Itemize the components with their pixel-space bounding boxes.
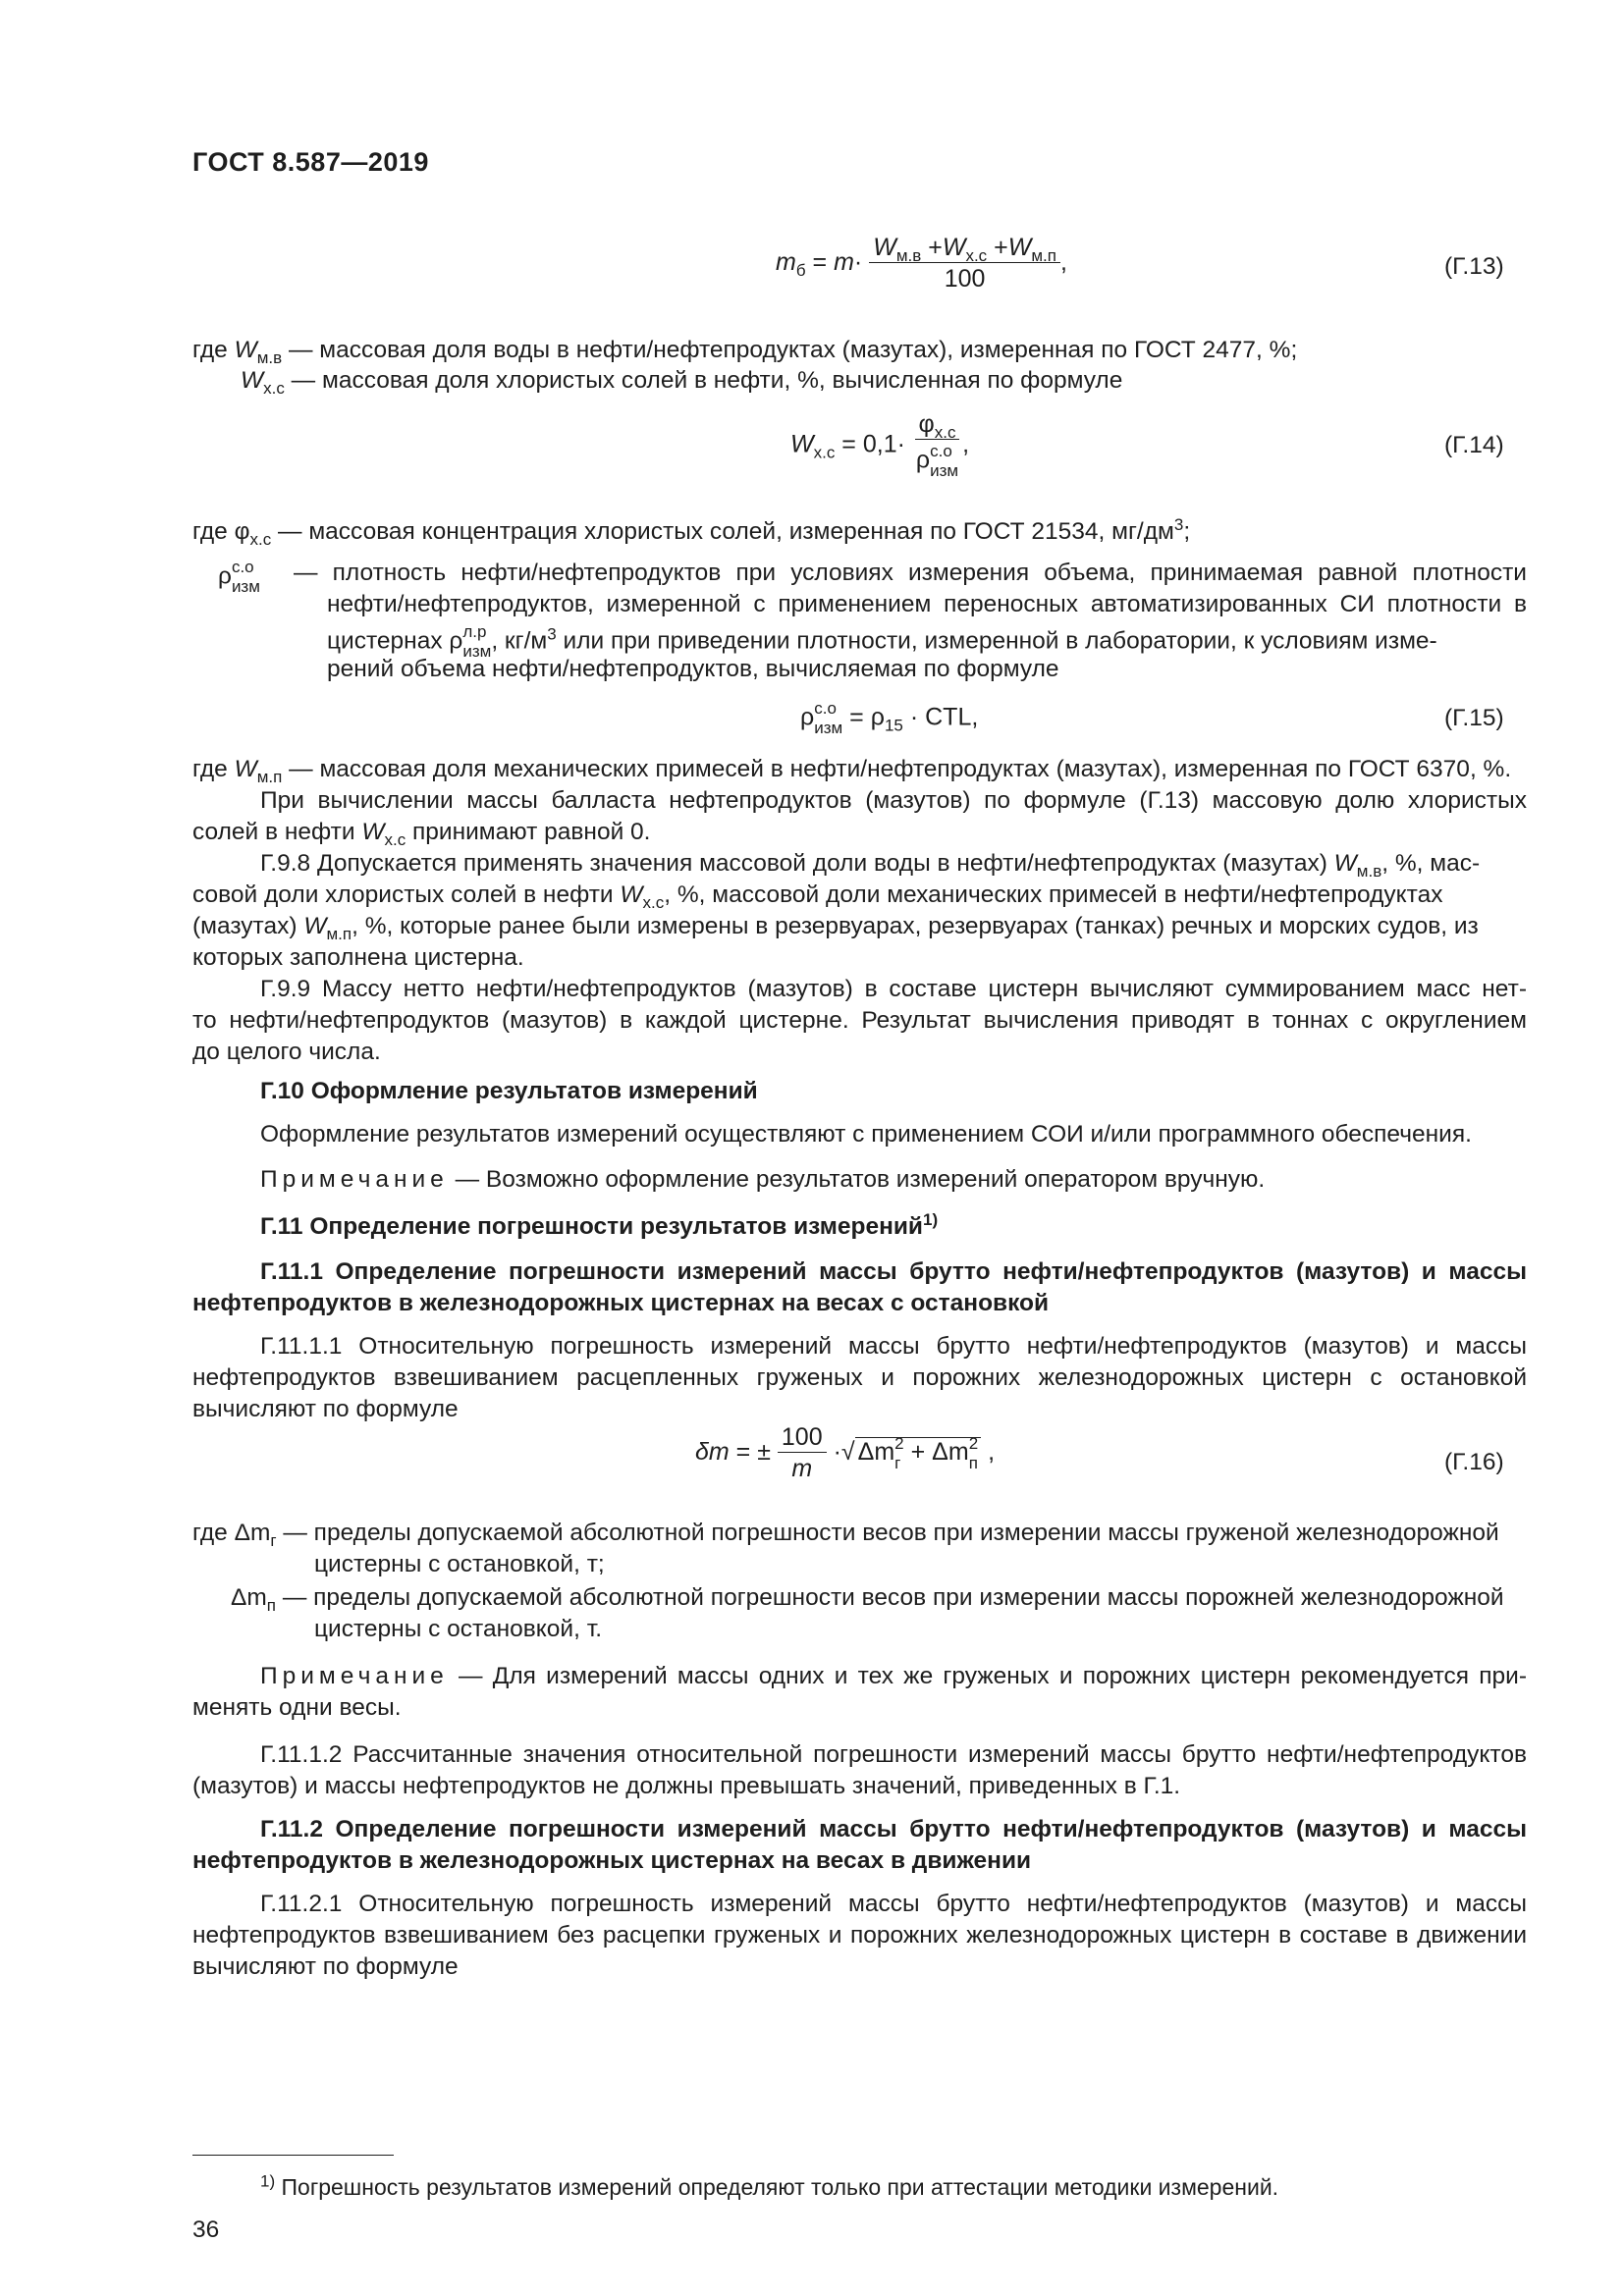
note-g10: Примечание — Возможно оформление результатов измерений оператором вручную. xyxy=(260,1166,1266,1193)
para-g98-line4: которых заполнена цистерна. xyxy=(192,944,524,971)
heading-g10: Г.10 Оформление результатов измерений xyxy=(260,1078,758,1104)
note-g111-line1: Примечание — Для измерений массы одних и тех же груженых и порожних цистерн рекомендуется при- xyxy=(260,1663,1528,1689)
where-dm-g-line2: цистерны с остановкой, т; xyxy=(314,1551,605,1577)
note-g111-line2: менять одни весы. xyxy=(192,1694,402,1721)
heading-g111-line1: Г.11.1 Определение погрешности измерений массы брутто нефти/нефтепродуктов (мазутов) и массы xyxy=(260,1258,1527,1285)
para-ballast-line2: солей в нефти $W_{х.с}$ принимают равной 0. xyxy=(192,819,651,849)
where-rho-co-line3: цистернах ρ л.р изм , $кг/м^3$ или при приведении плотности, измеренной в лаборатории, к условиям изме- xyxy=(327,622,1437,661)
para-g98-line2: совой доли хлористых солей в нефти $W_{х.с}$, %, массовой доли механических примесей в нефти/нефтепродуктах xyxy=(192,881,1443,912)
where-dm-p-line1: $\Delta m_п$ — пределы допускаемой абсолютной погрешности весов при измерении массы порожней железнодорожной xyxy=(231,1584,1504,1615)
para-g10: Оформление результатов измерений осуществляют с применением СОИ и/или программного обеспечения. xyxy=(260,1121,1472,1148)
formula-g13-number: (Г.13) xyxy=(1444,253,1504,280)
where-w-mv: где $W_{м.в}$ — массовая доля воды в нефти/нефтепродуктах (мазутах), измеренная по ГОСТ 2477, %; xyxy=(192,337,1298,367)
heading-g11: Г.11 Определение погрешности результатов измерений$^{1)}$ xyxy=(260,1209,939,1240)
para-g1121-line2: нефтепродуктов взвешиванием без расцепки груженых и порожних железнодорожных цистерн в составе в движении xyxy=(192,1922,1527,1949)
where-rho-co-symbol: ρ с.о изм xyxy=(218,558,260,596)
para-g1111-line3: вычисляют по формуле xyxy=(192,1396,459,1422)
formula-g16: δm = ± $\frac{100}{m}$ ·√ Δm 2 г + Δm 2 п , xyxy=(695,1423,996,1482)
para-g1121-line1: Г.11.2.1 Относительную погрешность измерений массы брутто нефти/нефтепродуктов (мазутов) и массы xyxy=(260,1891,1527,1917)
footnote: $^{1)}$ Погрешность результатов измерений определяют только при аттестации методики измерений. xyxy=(260,2171,1279,2200)
where-dm-p-line2: цистерны с остановкой, т. xyxy=(314,1616,603,1642)
heading-g112-line1: Г.11.2 Определение погрешности измерений массы брутто нефти/нефтепродуктов (мазутов) и массы xyxy=(260,1816,1527,1842)
heading-g112-line2: нефтепродуктов в железнодорожных цистернах на весах в движении xyxy=(192,1847,1032,1874)
formula-g14-number: (Г.14) xyxy=(1444,432,1504,458)
formula-g15-number: (Г.15) xyxy=(1444,705,1504,731)
para-g98-line3: (мазутах) $W_{м.п}$, %, которые ранее были измерены в резервуарах, резервуарах (танках) речных и морских судов, из xyxy=(192,913,1479,943)
where-w-mp: где $W_{м.п}$ — массовая доля механических примесей в нефти/нефтепродуктах (мазутах), измеренная по ГОСТ 6370, %. xyxy=(192,756,1512,786)
page-number: 36 xyxy=(192,2216,220,2243)
footnote-divider xyxy=(192,2155,394,2156)
where-rho-co-line2: нефти/нефтепродуктов, измеренной с применением переносных автоматизированных СИ плотности в xyxy=(327,591,1527,617)
where-rho-co-line4: рений объема нефти/нефтепродуктов, вычисляемая по формуле xyxy=(327,656,1059,682)
para-ballast-line1: При вычислении массы балласта нефтепродуктов (мазутов) по формуле (Г.13) массовую долю хлористых xyxy=(260,787,1527,814)
formula-g15: ρ с.о изм = $\rho_{15}$ · CTL, xyxy=(800,699,979,737)
heading-g111-line2: нефтепродуктов в железнодорожных цистернах на весах с остановкой xyxy=(192,1290,1050,1316)
para-g1111-line1: Г.11.1.1 Относительную погрешность измерений массы брутто нефти/нефтепродуктов (мазутов) и массы xyxy=(260,1333,1527,1360)
para-g98-line1: Г.9.8 Допускается применять значения массовой доли воды в нефти/нефтепродуктах (мазутах) $W_{м.в}$, %, мас- xyxy=(260,850,1481,881)
para-g99-line3: до целого числа. xyxy=(192,1039,381,1065)
where-rho-co-line1: — плотность нефти/нефтепродуктов при условиях измерения объема, принимаемая равной плотности xyxy=(294,560,1527,586)
formula-g16-number: (Г.16) xyxy=(1444,1449,1504,1475)
para-g99-line2: то нефти/нефтепродуктов (мазутов) в каждой цистерне. Результат вычисления приводят в тоннах с округлением xyxy=(192,1007,1527,1034)
para-g1112-line2: (мазутов) и массы нефтепродуктов не должны превышать значений, приведенных в Г.1. xyxy=(192,1773,1181,1799)
formula-g14: $W_{х.с} = 0,1\cdot$ $\varphi_{х.с}$ ρ с.о изм , xyxy=(790,410,970,480)
where-phi-hs: где $\varphi_{х.с}$ — массовая концентрация хлористых солей, измеренная по ГОСТ 21534, $мг/дм^3$; xyxy=(192,514,1191,549)
para-g99-line1: Г.9.9 Массу нетто нефти/нефтепродуктов (мазутов) в составе цистерн вычисляют суммированием масс нет- xyxy=(260,976,1527,1002)
para-g1111-line2: нефтепродуктов взвешиванием расцепленных груженых и порожних железнодорожных цистерн с остановкой xyxy=(192,1364,1527,1391)
where-w-hs: $W_{х.с}$ — массовая доля хлористых солей в нефти, %, вычисленная по формуле xyxy=(241,367,1123,398)
where-dm-g-line1: где $\Delta m_г$ — пределы допускаемой абсолютной погрешности весов при измерении массы груженой железнодорожной xyxy=(192,1520,1499,1550)
para-g1112-line1: Г.11.1.2 Рассчитанные значения относительной погрешности измерений массы брутто нефти/нефтепродуктов xyxy=(260,1741,1527,1768)
document-header: ГОСТ 8.587—2019 xyxy=(192,147,429,177)
para-g1121-line3: вычисляют по формуле xyxy=(192,1953,459,1980)
formula-g13: $m_б = m\cdot$ $\frac{W_{м.в} +W_{х.с} +W_{м.п}}{100}$ , xyxy=(776,234,1067,293)
